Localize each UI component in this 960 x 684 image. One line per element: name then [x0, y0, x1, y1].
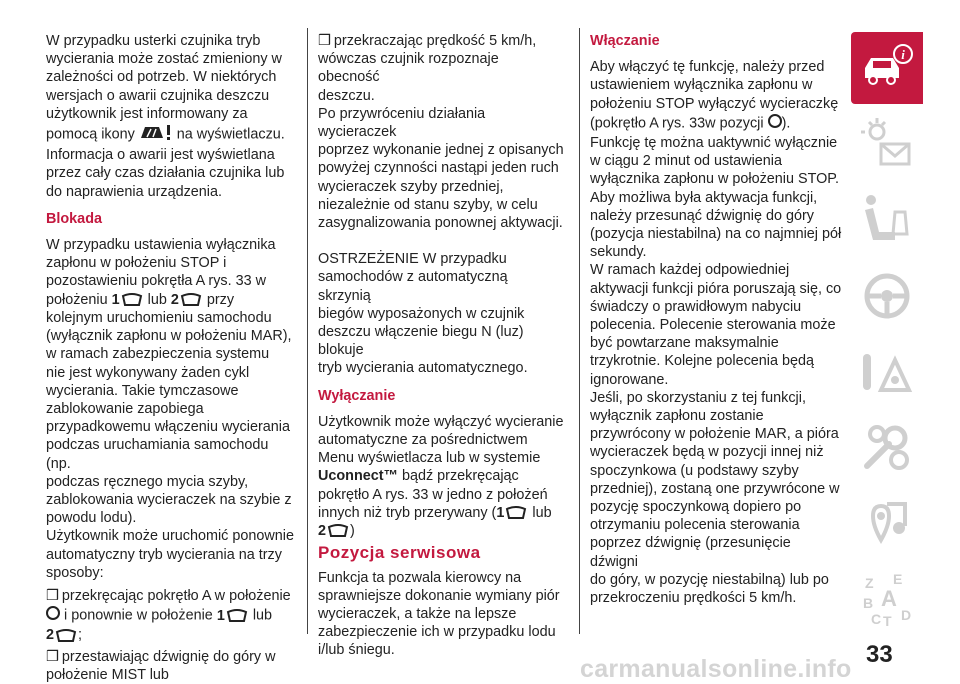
tab-index[interactable] — [851, 564, 923, 636]
column-3 — [590, 32, 842, 607]
spacer — [318, 232, 564, 250]
text-line: Aby włączyć tę funkcję, należy przed — [590, 59, 825, 76]
bullet-text: ❒ przekraczając prędkość 5 km/h, — [318, 33, 536, 49]
text-line: wyłącznik zapłonu zostanie — [590, 408, 764, 425]
page-number: 33 — [866, 641, 893, 668]
section-heading-service: Pozycja serwisowa — [318, 543, 481, 563]
paragraph — [46, 236, 296, 582]
warning-triangle-icon — [859, 344, 915, 400]
text-line: nie jest wykonywany żaden cykl — [46, 364, 250, 381]
wiper-position-2 — [46, 626, 78, 644]
text-line: na wyświetlaczu. — [176, 126, 285, 143]
text-line: wycieraczek, a także na lepsze — [318, 606, 517, 623]
list-item — [46, 648, 296, 684]
text-line: do góry, w pozycję niestabilną) lub po — [590, 571, 829, 588]
text-line: zabezpieczenie ich w przypadku lodu — [318, 624, 556, 641]
wiper-mode-icon — [179, 293, 203, 307]
wiper-mode-icon — [120, 293, 144, 307]
position-number: 1 — [111, 291, 120, 308]
section-heading: Blokada — [46, 210, 102, 227]
column-1 — [46, 32, 296, 684]
text-line: zasygnalizowania ponownej aktywacji. — [318, 215, 563, 232]
wiper-mode-icon — [326, 524, 350, 538]
text-line: wycierania. Takie tymczasowe — [46, 382, 239, 399]
text-line: (pokrętło A rys. 33w pozycji — [590, 115, 764, 132]
position-number: 1 — [216, 607, 225, 624]
column-2 — [318, 32, 564, 660]
list-item — [318, 32, 564, 105]
tab-safety[interactable] — [851, 184, 923, 256]
text-line: wycieraczek szyby przedniej, — [318, 178, 504, 195]
svg-text:i: i — [901, 47, 905, 62]
text-line: deszczu. — [318, 87, 375, 104]
text-line: sekundy. — [590, 244, 647, 261]
text-line: powyżej czynności nastąpi jeden ruch — [318, 160, 559, 177]
text-line: zapłonu w położeniu STOP i — [46, 255, 227, 272]
rain-sensor-fault-icon — [139, 123, 173, 146]
wrench-tools-icon — [859, 420, 915, 476]
text-line: i/lub śniegu. — [318, 642, 395, 659]
uconnect-label: Uconnect™ — [318, 468, 398, 485]
text-line: wówczas czujnik rozpoznaje obecność — [318, 51, 499, 86]
text-line: W przypadku ustawienia wyłącznika — [46, 237, 276, 254]
index-letter: C — [871, 611, 882, 627]
text-line: do naprawienia urządzenia. — [46, 183, 223, 200]
text-line: pozostawieniu pokrętła A rys. 33 w — [46, 273, 266, 290]
text-line: Jeśli, po skorzystaniu z tej funkcji, — [590, 389, 806, 406]
text-line: ; — [78, 627, 83, 644]
text-line: pozycję spoczynkową dopiero po — [590, 499, 802, 516]
wiper-position-2 — [171, 291, 203, 309]
text-line: ) — [350, 523, 355, 540]
text-line: podczas uruchamiania samochodu (np. — [46, 437, 269, 472]
steering-wheel-icon — [859, 268, 915, 324]
bullet-text: ❒ przekręcając pokrętło A w położenie — [46, 588, 291, 604]
text-line: wycieraczek będą w pozycji innej niż — [590, 444, 824, 461]
tab-emergency[interactable] — [851, 336, 923, 408]
section-heading: Wyłączanie — [318, 387, 396, 404]
index-letter: D — [901, 607, 912, 623]
chapter-tabs — [851, 32, 923, 640]
text-line: Po przywróceniu działania wycieraczek — [318, 105, 486, 141]
text-line: świadczy o prawidłowym nabyciu — [590, 298, 802, 315]
index-letters-icon — [859, 572, 915, 628]
text-line: w ramach zabezpieczenia systemu — [46, 346, 270, 363]
index-letter: Z — [865, 575, 874, 591]
column-divider — [579, 28, 580, 634]
text-line: ignorowane. — [590, 371, 669, 388]
text-line: W ramach każdej odpowiedniej — [590, 262, 790, 279]
tab-lights-warnings[interactable] — [851, 108, 923, 180]
text-line: ). — [781, 115, 791, 132]
text-line: automatyczny tryb wycierania na trzy — [46, 546, 282, 563]
text-line: sposoby: — [46, 564, 104, 581]
text-line: Aby możliwa była aktywacja funkcji, — [590, 189, 818, 206]
paragraph — [318, 413, 564, 541]
column-divider — [307, 28, 308, 634]
text-line: przy — [206, 291, 235, 308]
text-line: położeniu — [46, 291, 108, 308]
text-line: Użytkownik może uruchomić ponownie — [46, 528, 294, 545]
position-number: 1 — [496, 504, 505, 521]
wiper-position-1 — [112, 291, 144, 309]
paragraph — [46, 32, 296, 201]
text-line: przekroczeniu prędkości 5 km/h. — [590, 590, 797, 607]
text-line: lub — [252, 607, 273, 624]
text-line: przez cały czas działania czujnika lub — [46, 165, 285, 182]
text-line: poprzez wykonanie jednej z opisanych — [318, 142, 564, 159]
paragraph — [318, 105, 564, 232]
wiper-mode-icon — [54, 629, 78, 643]
text-line: położenie MIST lub — [46, 666, 169, 683]
bullet-text: ❒ przestawiając dźwignię do góry w — [46, 649, 275, 665]
text-line: biegów wyposażonych w czujnik — [318, 305, 525, 322]
text-line: przywrócony w położenie MAR, a pióra — [590, 426, 839, 443]
text-line: lub — [532, 504, 552, 521]
watermark: carmanualsonline.info — [580, 655, 852, 683]
text-line: Użytkownik może wyłączyć wycieranie — [318, 413, 564, 430]
text-line: użytkownik jest informowany za — [46, 105, 248, 122]
tab-maintenance[interactable] — [851, 412, 923, 484]
wiper-mode-icon — [225, 609, 249, 623]
text-line: pomocą ikony — [46, 126, 135, 143]
text-line: poprzez dźwignię (przesunięcie dźwigni — [590, 535, 791, 570]
wiper-mode-icon — [504, 506, 528, 520]
text-line: lub — [147, 291, 167, 308]
text-line: samochodów z automatyczną skrzynią — [318, 269, 508, 304]
text-line: Informacja o awarii jest wyświetlana — [46, 147, 275, 164]
text-line: tryb wycierania automatycznego. — [318, 360, 528, 377]
text-line: przedniej), zostaną one przywrócone w — [590, 480, 840, 497]
wiper-off-icon — [768, 113, 782, 134]
wiper-off-icon — [46, 605, 60, 626]
index-letter: E — [893, 572, 903, 587]
section-heading: Włączanie — [590, 33, 660, 49]
wiper-position-1 — [496, 504, 528, 522]
text-line: być powtarzane maksymalnie — [590, 335, 779, 352]
text-line: innych niż tryb przerywany ( — [318, 504, 497, 521]
warning-paragraph — [318, 250, 564, 377]
text-line: deszczu włączenie biegu N (luz) blokuje — [318, 324, 524, 359]
text-line: aktywacji funkcji pióra poruszają się, co — [590, 280, 842, 297]
text-line: przypadkowemu włączeniu wycierania — [46, 419, 290, 436]
seat-safety-icon — [859, 192, 915, 248]
music-nav-icon — [859, 496, 915, 552]
text-line: wersjach o awarii czujnika deszczu — [46, 87, 270, 104]
text-line: i ponownie w położenie — [64, 607, 213, 624]
text-line: OSTRZEŻENIE W przypadku — [318, 251, 507, 268]
tab-multimedia[interactable] — [851, 488, 923, 560]
text-line: (pozycja niestabilna) na co najmniej pół — [590, 226, 842, 243]
text-line: polecenia. Polecenie sterowania może — [590, 317, 836, 334]
text-line: zablokowania wycieraczek na szybie z — [46, 491, 292, 508]
text-line: ustawieniem wyłącznika zapłonu w — [590, 77, 813, 94]
car-info-icon — [859, 40, 915, 96]
text-line: w ciągu 2 minut od ustawienia — [590, 153, 782, 170]
wiper-position-2 — [318, 522, 350, 540]
tab-driving[interactable] — [851, 260, 923, 332]
text-line: pokrętło A rys. 33 w jedno z położeń — [318, 486, 548, 503]
text-line: podczas ręcznego mycia szyby, — [46, 473, 249, 490]
list-item — [46, 587, 296, 645]
position-number: 2 — [318, 523, 327, 540]
text-line: (wyłącznik zapłonu w położeniu MAR), — [46, 328, 292, 345]
text-line: bądź przekręcając — [401, 468, 519, 485]
text-line: Menu wyświetlacza lub w systemie — [318, 450, 541, 467]
text-line: sprawniejsze dokonanie wymiany piór — [318, 587, 560, 604]
index-letter: B — [863, 595, 874, 611]
position-number: 2 — [46, 627, 55, 644]
text-line: kolejnym uruchomieniu samochodu — [46, 309, 272, 326]
text-line: Funkcję tę można uaktywnić wyłącznie — [590, 135, 838, 152]
text-line: otrzymaniu polecenia sterowania — [590, 517, 800, 534]
text-line: automatyczne za pośrednictwem — [318, 432, 528, 449]
text-line: zablokowanie zapobiega — [46, 400, 204, 417]
text-line: należy przesunąć dźwignię do góry — [590, 207, 814, 224]
text-line: spoczynkowa (u podstawy szyby — [590, 462, 799, 479]
text-line: trzykrotnie. Kolejne polecenia będą — [590, 353, 814, 370]
text-line: W przypadku usterki czujnika tryb — [46, 33, 261, 49]
index-letter: T — [883, 613, 892, 628]
index-letter: A — [881, 586, 897, 611]
paragraph — [590, 58, 842, 607]
text-line: położeniu STOP wyłączyć wycieraczkę — [590, 95, 839, 112]
lights-warning-icon — [859, 116, 915, 172]
text-line: zależności od potrzeb. W niektórych — [46, 69, 277, 86]
text-line: niezależnie od stanu szyby, w celu — [318, 196, 538, 213]
text-line: wycierania może zostać zmieniony w — [46, 51, 282, 68]
text-line: Funkcja ta pozwala kierowcy na — [318, 569, 522, 586]
paragraph — [318, 569, 564, 660]
text-line: powodu lodu). — [46, 510, 137, 527]
position-number: 2 — [170, 291, 179, 308]
tab-car-info[interactable] — [851, 32, 923, 104]
text-line: wyłącznika zapłonu w położeniu STOP. — [590, 171, 840, 188]
wiper-position-1 — [217, 607, 249, 625]
